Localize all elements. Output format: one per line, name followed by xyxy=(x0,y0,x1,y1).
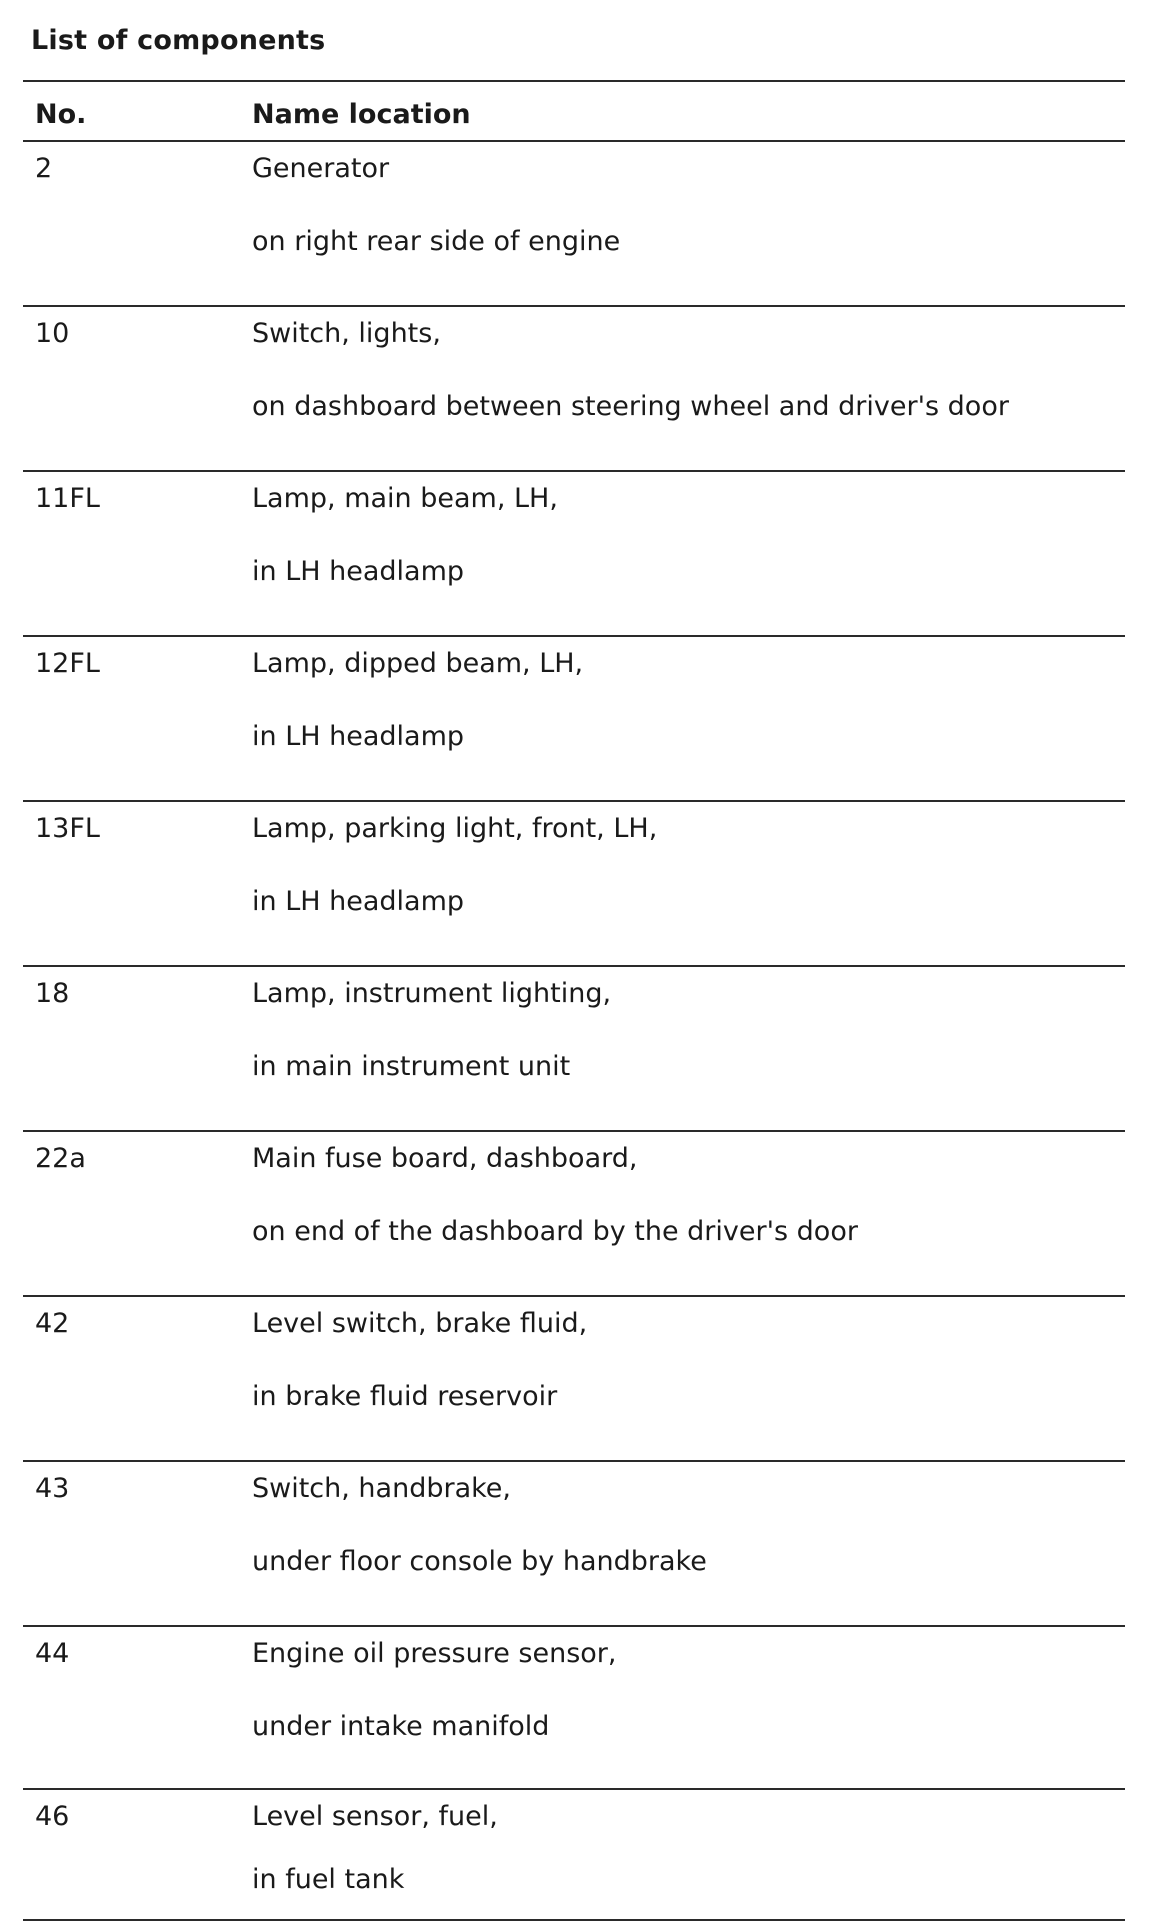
row-location: on end of the dashboard by the driver's door xyxy=(252,1216,858,1247)
row-location: in fuel tank xyxy=(252,1864,405,1895)
table-row xyxy=(23,1627,1125,1792)
row-no: 18 xyxy=(35,978,70,1009)
header-name-location: Name location xyxy=(252,99,471,130)
table-row xyxy=(23,472,1125,637)
row-no: 2 xyxy=(35,153,53,184)
table-row xyxy=(23,1297,1125,1462)
table-row xyxy=(23,142,1125,307)
row-name: Level switch, brake fluid, xyxy=(252,1308,588,1339)
row-name: Switch, handbrake, xyxy=(252,1473,511,1504)
row-name: Generator xyxy=(252,153,390,184)
row-name: Lamp, instrument lighting, xyxy=(252,978,612,1009)
row-no: 11FL xyxy=(35,483,100,514)
row-no: 42 xyxy=(35,1308,70,1339)
table-row xyxy=(23,1790,1125,1930)
row-location: on dashboard between steering wheel and driver's door xyxy=(252,391,1009,422)
table-bottom-rule xyxy=(23,1919,1125,1921)
table-row xyxy=(23,802,1125,967)
row-no: 43 xyxy=(35,1473,70,1504)
row-name: Lamp, parking light, front, LH, xyxy=(252,813,658,844)
row-name: Engine oil pressure sensor, xyxy=(252,1638,617,1669)
row-name: Main fuse board, dashboard, xyxy=(252,1143,638,1174)
row-name: Level sensor, fuel, xyxy=(252,1801,498,1832)
row-no: 10 xyxy=(35,318,70,349)
table-header xyxy=(23,80,1125,140)
row-no: 46 xyxy=(35,1801,70,1832)
row-location: on right rear side of engine xyxy=(252,226,621,257)
table-row xyxy=(23,1132,1125,1297)
row-name: Lamp, main beam, LH, xyxy=(252,483,558,514)
table-row xyxy=(23,1462,1125,1627)
table-row xyxy=(23,637,1125,802)
row-name: Lamp, dipped beam, LH, xyxy=(252,648,584,679)
row-location: in brake fluid reservoir xyxy=(252,1381,558,1412)
row-no: 44 xyxy=(35,1638,70,1669)
row-no: 13FL xyxy=(35,813,100,844)
row-no: 12FL xyxy=(35,648,100,679)
table-row xyxy=(23,307,1125,472)
row-location: in LH headlamp xyxy=(252,886,465,917)
row-location: under intake manifold xyxy=(252,1711,550,1742)
row-name: Switch, lights, xyxy=(252,318,441,349)
row-no: 22a xyxy=(35,1143,86,1174)
row-location: in LH headlamp xyxy=(252,721,465,752)
row-location: in main instrument unit xyxy=(252,1051,571,1082)
header-no: No. xyxy=(35,99,87,130)
page-title: List of components xyxy=(31,25,326,56)
table-row xyxy=(23,967,1125,1132)
row-location: under floor console by handbrake xyxy=(252,1546,707,1577)
row-location: in LH headlamp xyxy=(252,556,465,587)
